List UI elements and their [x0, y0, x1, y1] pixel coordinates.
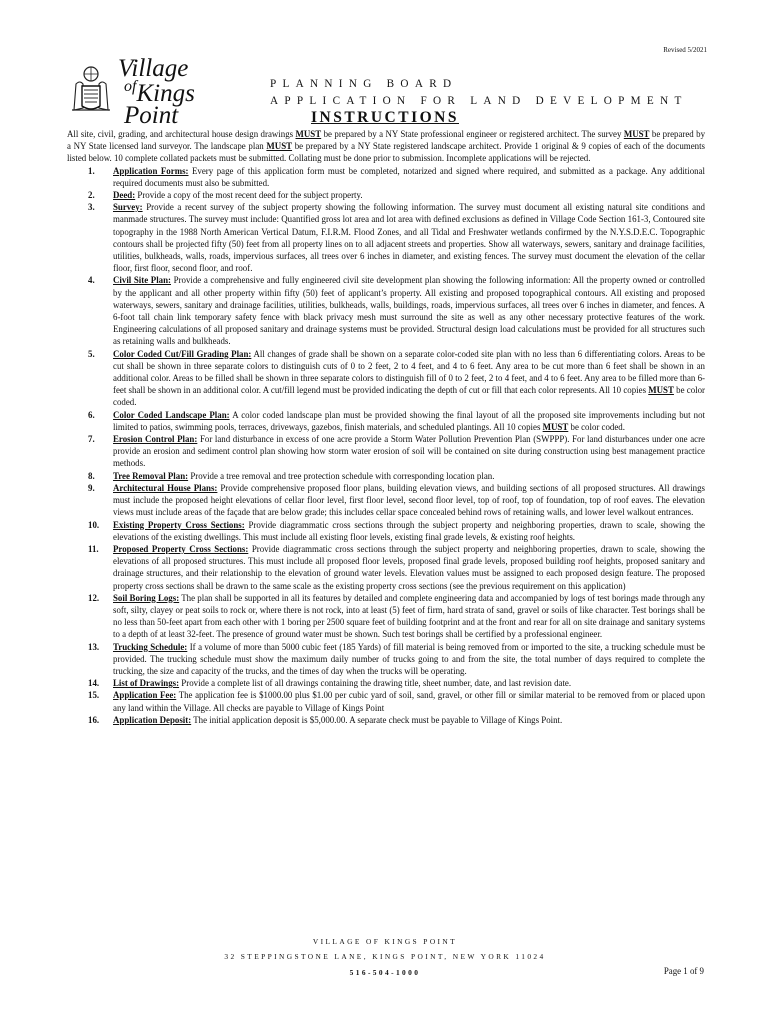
list-item: 6. Color Coded Landscape Plan: A color coded landscape plan must be provided showing the final layout of all the proposed site improvements including but not limited to patios, swimming pools, terraces, driveways, gazebos, finish materials, and scheduled plantings. All 10 copies MUST be color coded. [88, 409, 705, 432]
list-item: 10. Existing Property Cross Sections: Provide diagrammatic cross sections through the subject property and neighboring properties, drawn to scale, showing the elevations of the existing dwellings. This must include all existing floor levels, existing final grade levels, & existing roof heights. [88, 519, 705, 542]
list-item: 8. Tree Removal Plan: Provide a tree removal and tree protection schedule with corresponding location plan. [88, 470, 495, 481]
list-item: 5. Color Coded Cut/Fill Grading Plan: All changes of grade shall be shown on a separate color-coded site plan with no less than 6 differentiating colors. Areas to be cut shall be shown in three separate colors to distinguish cuts of 0 to 2 feet, 2 to 4 feet, and 4 to 6 feet. Any area to be cut more than 6 feet shall be shown in an additional color. Areas to be filled shall be shown in three separate colors to distinguish fill of 0 to 2 feet, 2 to 4 feet, and 4 to 6 feet. Any area to be filled more than 6-feet shall be shown in an additional color. A cut/fill legend must be provided indicating the depth of cut or fill that each color represents. All 10 copies MUST be color coded. [88, 348, 706, 408]
instructions-body [67, 128, 705, 726]
list-item: 16. Application Deposit: The initial application deposit is $5,000.00. A separate check must be payable to Village of Kings Point. [88, 714, 563, 725]
list-item: 15. Application Fee: The application fee is $1000.00 plus $1.00 per cubic yard of soil, sand, gravel, or other fill or similar material to be removed from or placed upon any land within the Village. All checks are payable to Village of Kings Point [88, 690, 706, 713]
instructions-heading: INSTRUCTIONS [310, 109, 459, 126]
footer-address: 32 STEPPINGSTONE LANE, KINGS POINT, NEW YORK 11024 [224, 952, 546, 961]
list-item: 4. Civil Site Plan: Provide a comprehensive and fully engineered civil site development plan showing the following information: All the property owned or controlled by the applicant and all other property within fifty (50) feet of applicant’s property. All existing and proposed topographical contours. All existing and proposed waterways, sewers, sanitary and drainage facilities, utilities, bulkheads, walls, buildings, roads, impervious surfaces, all trees over 6 inches in diameter, and fences. A 6-foot tall chain link temporary safety fence with black privacy mesh must surround the site as well as any other necessary protective features of the work. Engineering calculations of all proposed sanitary and drainage systems must be provided. Structural design load calculations must be provided for all structures such as retaining walls and bulkheads. [88, 275, 705, 347]
footer-village-name: VILLAGE OF KINGS POINT [312, 937, 458, 946]
logo-kings-point-text: Kings Point [124, 80, 195, 129]
list-item: 13. Trucking Schedule: If a volume of more than 5000 cubic feet (185 Yards) of fill material is being removed from or imported to the site, a trucking schedule must be provided. The trucking schedule must show the maximum daily number of trucks going to and from the site, the total number of days required to complete the trucking, the size and capacity of the trucks, and the times of day when the trucks will be operating. [88, 641, 705, 676]
instructions-list [67, 165, 705, 726]
village-seal-icon [68, 60, 114, 112]
list-item: 7. Erosion Control Plan: For land disturbance in excess of one acre provide a Storm Water Pollution Prevention Plan (SWPPP). For land disturbances under one acre provide an erosion and sediment control plan showing how storm water erosion of soil will be contained on site during construction using best management practice methods. [88, 434, 705, 469]
intro-paragraph: All site, civil, grading, and architectural house design drawings MUST be prepared by a NY State professional engineer or registered architect. The survey MUST be prepared by a NY State licensed land surveyor. The landscape plan MUST be prepared by a NY State registered landscape architect. Provide 1 original & 9 copies of each of the documents listed below. 10 complete collated packets must be submitted. Collating must be done prior to submission. Incomplete applications will be rejected. [67, 129, 706, 164]
list-item: 3. Survey: Provide a recent survey of the subject property showing the following information. The survey must document all existing natural site conditions and manmade structures. The survey must include: Quantified gross lot area and lot area with defined exclusions as defined in Village Code Section 161-3, Contoured site topography in the 1988 North American Vertical Datum, F.I.R.M. Flood Zones, and all Tidal and Freshwater wetlands confirmed by the N.Y.S.D.E.C. Topographic contours shall be projected fifty (50) feet from all property lines on to all adjacent streets and properties. Show all waterways, sewers, sanitary and drainage facilities, utilities, bulkheads, walls, roads, impervious surfaces, all trees over 6 inches in diameter, and existing fences. The survey must document the elevation of the cellar floor, first floor, second floor, and roof. [88, 202, 705, 274]
list-item: 2. Deed: Provide a copy of the most recent deed for the subject property. [88, 190, 363, 201]
planning-board-title: PLANNING BOARD [270, 78, 458, 90]
application-title: APPLICATION FOR LAND DEVELOPMENT [270, 95, 688, 107]
list-item: 14. List of Drawings: Provide a complete list of all drawings containing the drawing title, sheet number, date, and last revision date. [88, 678, 572, 689]
revision-date: Revised 5/2021 [663, 46, 707, 54]
list-item: 9. Architectural House Plans: Provide comprehensive proposed floor plans, building elevation views, and building sections of all proposed structures. All drawings must include the proposed height elevations of cellar floor level, first floor level, second floor level, top of roof, top of foundation, top of roof eaves. The elevation views must include areas of the façade that are below grade; this includes cellar space concealed behind rows of retaining walls, and lower level walkout entrances. [88, 482, 705, 518]
logo-village-text: Village [118, 55, 189, 82]
document-header [270, 76, 688, 110]
list-item: 12. Soil Boring Logs: The plan shall be supported in all its features by detailed and complete engineering data and accompanied by logs of test borings made through any soft, silty, clayey or peat soils to rock or, where there is not rock, into at least (5) feet of firm, hard strata of sand, gravel or soils of like character. Test borings shall be no less than 50-feet apart from each other with 1 boring per 2500 square feet of building footprint and at the front and rear for all on site drainage and sanitary systems to a depth of at least 32-feet. The presence of ground water must be shown. Such test borings shall be certified by a professional engineer. [88, 592, 705, 640]
footer-phone: 516-504-1000 [349, 968, 421, 977]
list-item: 11. Proposed Property Cross Sections: Provide diagrammatic cross sections through the subject property and neighboring properties, drawn to scale, showing the elevations of all proposed structures. This must include all proposed floor levels, proposed final grade levels, proposed building roof heights, proposed sanitary and drainage structures, and their relationship to the elevation of ground water levels. Elevation values must be assigned to each proposed design feature. The proposed property cross sections shall be drawn to the same scale as the existing property cross sections (see the previous requirement on this application) [88, 543, 705, 591]
logo-of-text: of [124, 78, 137, 95]
page-number: Page 1 of 9 [663, 966, 704, 976]
list-item: 1. Application Forms: Every page of this application form must be completed, notarized and signed where required, and submitted as a package. Any additional required documents must also be submitted. [88, 165, 706, 188]
